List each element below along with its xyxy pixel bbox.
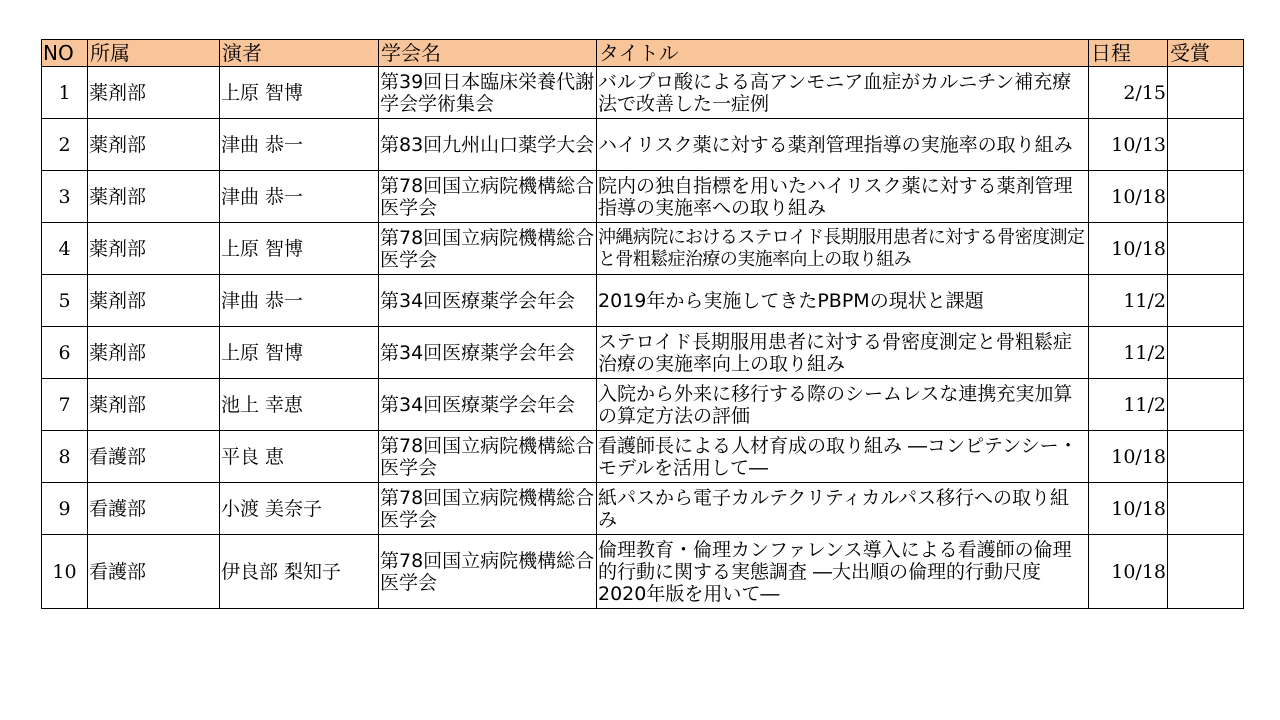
cell-date: 11/2: [1089, 275, 1168, 327]
header-award: 受賞: [1168, 40, 1244, 67]
cell-no: 9: [42, 483, 88, 535]
cell-date: 10/18: [1089, 431, 1168, 483]
cell-no: 7: [42, 379, 88, 431]
cell-title: 紙パスから電子カルテクリティカルパス移行への取り組み: [597, 483, 1089, 535]
cell-conference: 第34回医療薬学会年会: [379, 275, 597, 327]
cell-presenter: 津曲 恭一: [220, 119, 379, 171]
cell-award: [1168, 275, 1244, 327]
cell-dept: 看護部: [88, 483, 220, 535]
cell-dept: 薬剤部: [88, 67, 220, 119]
cell-no: 8: [42, 431, 88, 483]
cell-date: 10/18: [1089, 535, 1168, 609]
cell-no: 3: [42, 171, 88, 223]
cell-conference: 第83回九州山口薬学大会: [379, 119, 597, 171]
cell-date: 10/18: [1089, 483, 1168, 535]
cell-no: 10: [42, 535, 88, 609]
cell-conference: 第78回国立病院機構総合医学会: [379, 535, 597, 609]
cell-no: 2: [42, 119, 88, 171]
cell-title: バルプロ酸による高アンモニア血症がカルニチン補充療法で改善した一症例: [597, 67, 1089, 119]
cell-award: [1168, 535, 1244, 609]
cell-title: ハイリスク薬に対する薬剤管理指導の実施率の取り組み: [597, 119, 1089, 171]
cell-date: 10/18: [1089, 171, 1168, 223]
cell-dept: 薬剤部: [88, 171, 220, 223]
table-row: [42, 67, 1244, 119]
header-date: 日程: [1089, 40, 1168, 67]
header-row: [42, 40, 1244, 67]
cell-conference: 第78回国立病院機構総合医学会: [379, 483, 597, 535]
cell-presenter: 平良 恵: [220, 431, 379, 483]
cell-title: 沖縄病院におけるステロイド長期服用患者に対する骨密度測定と骨粗鬆症治療の実施率向上の取り組み: [597, 223, 1089, 275]
header-conference: 学会名: [379, 40, 597, 67]
cell-presenter: 津曲 恭一: [220, 171, 379, 223]
cell-title: 倫理教育・倫理カンファレンス導入による看護師の倫理的行動に関する実態調査 ―大出順の倫理的行動尺度2020年版を用いて―: [597, 535, 1089, 609]
cell-no: 6: [42, 327, 88, 379]
table-row: [42, 535, 1244, 609]
cell-dept: 看護部: [88, 431, 220, 483]
presentations-table: [41, 39, 1244, 609]
table-row: [42, 275, 1244, 327]
cell-conference: 第78回国立病院機構総合医学会: [379, 171, 597, 223]
cell-award: [1168, 327, 1244, 379]
header-title: タイトル: [597, 40, 1089, 67]
header-dept: 所属: [88, 40, 220, 67]
cell-dept: 薬剤部: [88, 327, 220, 379]
cell-title: ステロイド長期服用患者に対する骨密度測定と骨粗鬆症治療の実施率向上の取り組み: [597, 327, 1089, 379]
cell-award: [1168, 223, 1244, 275]
cell-conference: 第39回日本臨床栄養代謝学会学術集会: [379, 67, 597, 119]
table-row: [42, 119, 1244, 171]
table-row: [42, 483, 1244, 535]
cell-date: 2/15: [1089, 67, 1168, 119]
cell-dept: 薬剤部: [88, 119, 220, 171]
table-row: [42, 171, 1244, 223]
cell-award: [1168, 483, 1244, 535]
cell-presenter: 上原 智博: [220, 67, 379, 119]
table-row: [42, 431, 1244, 483]
cell-award: [1168, 119, 1244, 171]
cell-award: [1168, 171, 1244, 223]
cell-title: 入院から外来に移行する際のシームレスな連携充実加算の算定方法の評価: [597, 379, 1089, 431]
cell-conference: 第34回医療薬学会年会: [379, 379, 597, 431]
cell-title: 2019年から実施してきたPBPMの現状と課題: [597, 275, 1089, 327]
cell-award: [1168, 379, 1244, 431]
header-presenter: 演者: [220, 40, 379, 67]
cell-conference: 第78回国立病院機構総合医学会: [379, 223, 597, 275]
cell-date: 10/18: [1089, 223, 1168, 275]
cell-presenter: 上原 智博: [220, 327, 379, 379]
cell-date: 11/2: [1089, 379, 1168, 431]
cell-no: 5: [42, 275, 88, 327]
cell-no: 4: [42, 223, 88, 275]
cell-date: 11/2: [1089, 327, 1168, 379]
cell-dept: 薬剤部: [88, 275, 220, 327]
cell-title: 院内の独自指標を用いたハイリスク薬に対する薬剤管理指導の実施率への取り組み: [597, 171, 1089, 223]
cell-presenter: 伊良部 梨知子: [220, 535, 379, 609]
cell-no: 1: [42, 67, 88, 119]
cell-presenter: 津曲 恭一: [220, 275, 379, 327]
cell-award: [1168, 67, 1244, 119]
cell-presenter: 小渡 美奈子: [220, 483, 379, 535]
cell-award: [1168, 431, 1244, 483]
cell-dept: 看護部: [88, 535, 220, 609]
cell-conference: 第34回医療薬学会年会: [379, 327, 597, 379]
cell-date: 10/13: [1089, 119, 1168, 171]
cell-presenter: 池上 幸恵: [220, 379, 379, 431]
table-row: [42, 327, 1244, 379]
header-no: NO: [42, 40, 88, 67]
cell-title: 看護師長による人材育成の取り組み ―コンピテンシー・モデルを活用して―: [597, 431, 1089, 483]
cell-presenter: 上原 智博: [220, 223, 379, 275]
cell-conference: 第78回国立病院機構総合医学会: [379, 431, 597, 483]
table-row: [42, 379, 1244, 431]
cell-dept: 薬剤部: [88, 223, 220, 275]
cell-dept: 薬剤部: [88, 379, 220, 431]
table-row: [42, 223, 1244, 275]
